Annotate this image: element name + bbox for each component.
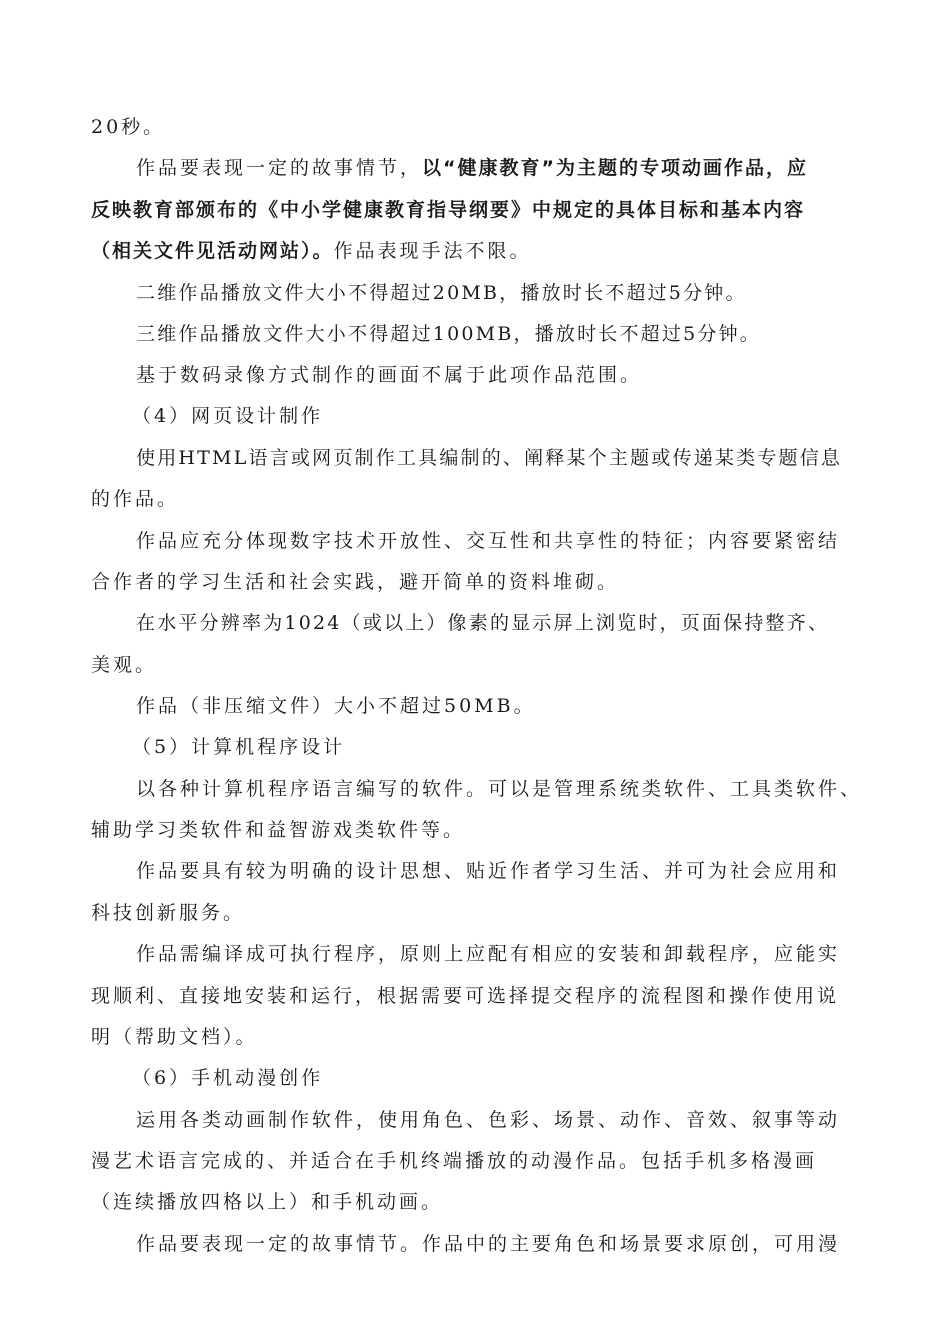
- text-line: （相关文件见活动网站）。作品表现手法不限。: [91, 240, 532, 262]
- text-line: 合作者的学习生活和社会实践，避开简单的资料堆砌。: [91, 571, 620, 593]
- text-line: 作品需编译成可执行程序，原则上应配有相应的安装和卸载程序，应能实: [136, 943, 841, 965]
- text-line: 使用HTML语言或网页制作工具编制的、阐释某个主题或传递某类专题信息: [136, 447, 843, 469]
- text-line: 以各种计算机程序语言编写的软件。可以是管理系统类软件、工具类软件、: [136, 778, 863, 800]
- bold-text: （相关文件见活动网站）。: [91, 240, 334, 262]
- text-line: 的作品。: [91, 488, 180, 510]
- text-line: 美观。: [91, 654, 158, 676]
- bold-text: 以“健康教育”为主题的专项动画作品，应: [422, 157, 808, 179]
- section-heading: （6）手机动漫创作: [132, 1067, 324, 1089]
- text-line: 科技创新服务。: [91, 902, 246, 924]
- text-line: 作品应充分体现数字技术开放性、交互性和共享性的特征；内容要紧密结: [136, 530, 841, 552]
- text-line: 20秒。: [91, 116, 166, 138]
- text-line: 作品要表现一定的故事情节，以“健康教育”为主题的专项动画作品，应: [136, 157, 808, 179]
- text-line: 在水平分辨率为1024（或以上）像素的显示屏上浏览时，页面保持整齐、: [136, 612, 830, 634]
- bold-text: 反映教育部颁布的《中小学健康教育指导纲要》中规定的具体目标和基本内容: [91, 199, 806, 221]
- text-line: 作品要表现一定的故事情节。作品中的主要角色和场景要求原创，可用漫: [136, 1233, 841, 1255]
- text-line: 漫艺术语言完成的、并适合在手机终端播放的动漫作品。包括手机多格漫画: [91, 1150, 818, 1172]
- text-line: 辅助学习类软件和益智游戏类软件等。: [91, 819, 466, 841]
- text-line: 明（帮助文档）。: [91, 1026, 258, 1048]
- text-line: 作品（非压缩文件）大小不超过50MB。: [136, 695, 536, 717]
- section-heading: （4）网页设计制作: [132, 405, 324, 427]
- text-line: [0, 195, 805, 225]
- section-heading: （5）计算机程序设计: [132, 736, 346, 758]
- text-line: 二维作品播放文件大小不得超过20MB，播放时长不超过5分钟。: [136, 282, 747, 304]
- text-line: 作品要具有较为明确的设计思想、贴近作者学习生活、并可为社会应用和: [136, 860, 841, 882]
- text-line: 现顺利、直接地安装和运行，根据需要可选择提交程序的流程图和操作使用说: [91, 985, 840, 1007]
- text-line: 运用各类动画制作软件，使用角色、色彩、场景、动作、音效、叙事等动: [136, 1109, 841, 1131]
- text-line: 三维作品播放文件大小不得超过100MB，播放时长不超过5分钟。: [136, 323, 761, 345]
- text-line: 基于数码录像方式制作的画面不属于此项作品范围。: [136, 364, 643, 386]
- text-line: （连续播放四格以上）和手机动画。: [91, 1191, 444, 1213]
